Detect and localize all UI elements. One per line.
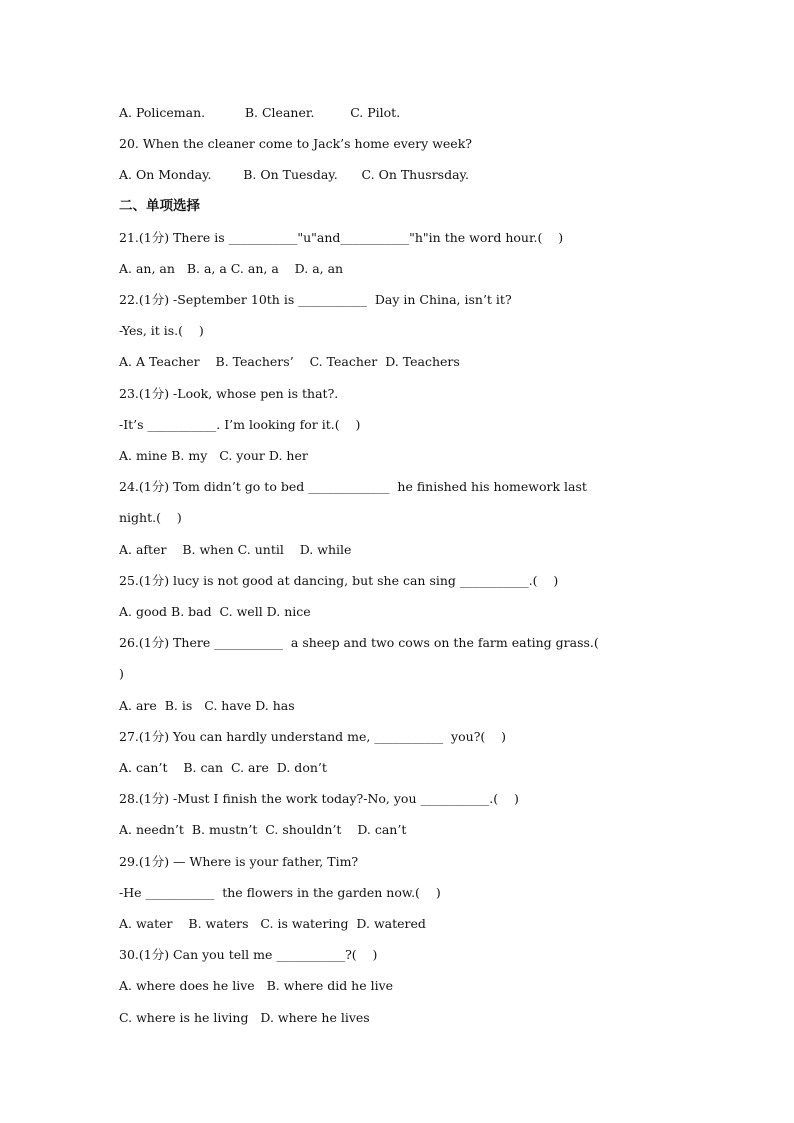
q27-options: A. can’t B. can C. are D. don’t	[119, 760, 327, 775]
q30-options-ab: A. where does he live B. where did he live	[119, 978, 394, 993]
q29-question-cont: -He ___________ the flowers in the garden now.( )	[119, 885, 441, 900]
q26-options: A. are B. is C. have D. has	[119, 698, 295, 713]
q26-question: 26.(1分) There ___________ a sheep and two cows on the farm eating grass.(	[119, 635, 599, 650]
q24-question: 24.(1分) Tom didn’t go to bed _____________ he finished his homework last	[119, 479, 587, 494]
q29-question: 29.(1分) — Where is your father, Tim?	[119, 854, 359, 869]
q20-question: 20. When the cleaner come to Jack’s home every week?	[119, 136, 472, 151]
q21-question: 21.(1分) There is ___________"u"and___________"h"in the word hour.( )	[119, 230, 564, 245]
q22-options: A. A Teacher B. Teachers’ C. Teacher D. Teachers	[119, 354, 460, 369]
q28-options: A. needn’t B. mustn’t C. shouldn’t D. can’t	[119, 822, 407, 837]
q25-question: 25.(1分) lucy is not good at dancing, but she can sing ___________.( )	[119, 573, 559, 588]
q22-question: 22.(1分) -September 10th is ___________ Day in China, isn’t it?	[119, 292, 512, 307]
q21-options: A. an, an B. a, a C. an, a D. a, an	[119, 261, 344, 276]
q26-question-cont: )	[119, 666, 124, 681]
q23-question: 23.(1分) -Look, whose pen is that?.	[119, 386, 339, 401]
q24-options: A. after B. when C. until D. while	[119, 542, 352, 557]
q27-question: 27.(1分) You can hardly understand me, ___________ you?( )	[119, 729, 507, 744]
q20-options: A. On Monday. B. On Tuesday. C. On Thusrsday.	[119, 167, 469, 182]
q23-question-cont: -It’s ___________. I’m looking for it.( )	[119, 417, 361, 432]
q30-question: 30.(1分) Can you tell me ___________?( )	[119, 947, 378, 962]
q25-options: A. good B. bad C. well D. nice	[119, 604, 311, 619]
q24-question-cont: night.( )	[119, 510, 182, 525]
section-heading: 二、单项选择	[119, 198, 200, 214]
q22-question-cont: -Yes, it is.( )	[119, 323, 204, 338]
q30-options-cd: C. where is he living D. where he lives	[119, 1010, 370, 1025]
q28-question: 28.(1分) -Must I finish the work today?-No, you ___________.( )	[119, 791, 519, 806]
q29-options: A. water B. waters C. is watering D. watered	[119, 916, 426, 931]
q19-options: A. Policeman. B. Cleaner. C. Pilot.	[119, 105, 401, 120]
q23-options: A. mine B. my C. your D. her	[119, 448, 308, 463]
